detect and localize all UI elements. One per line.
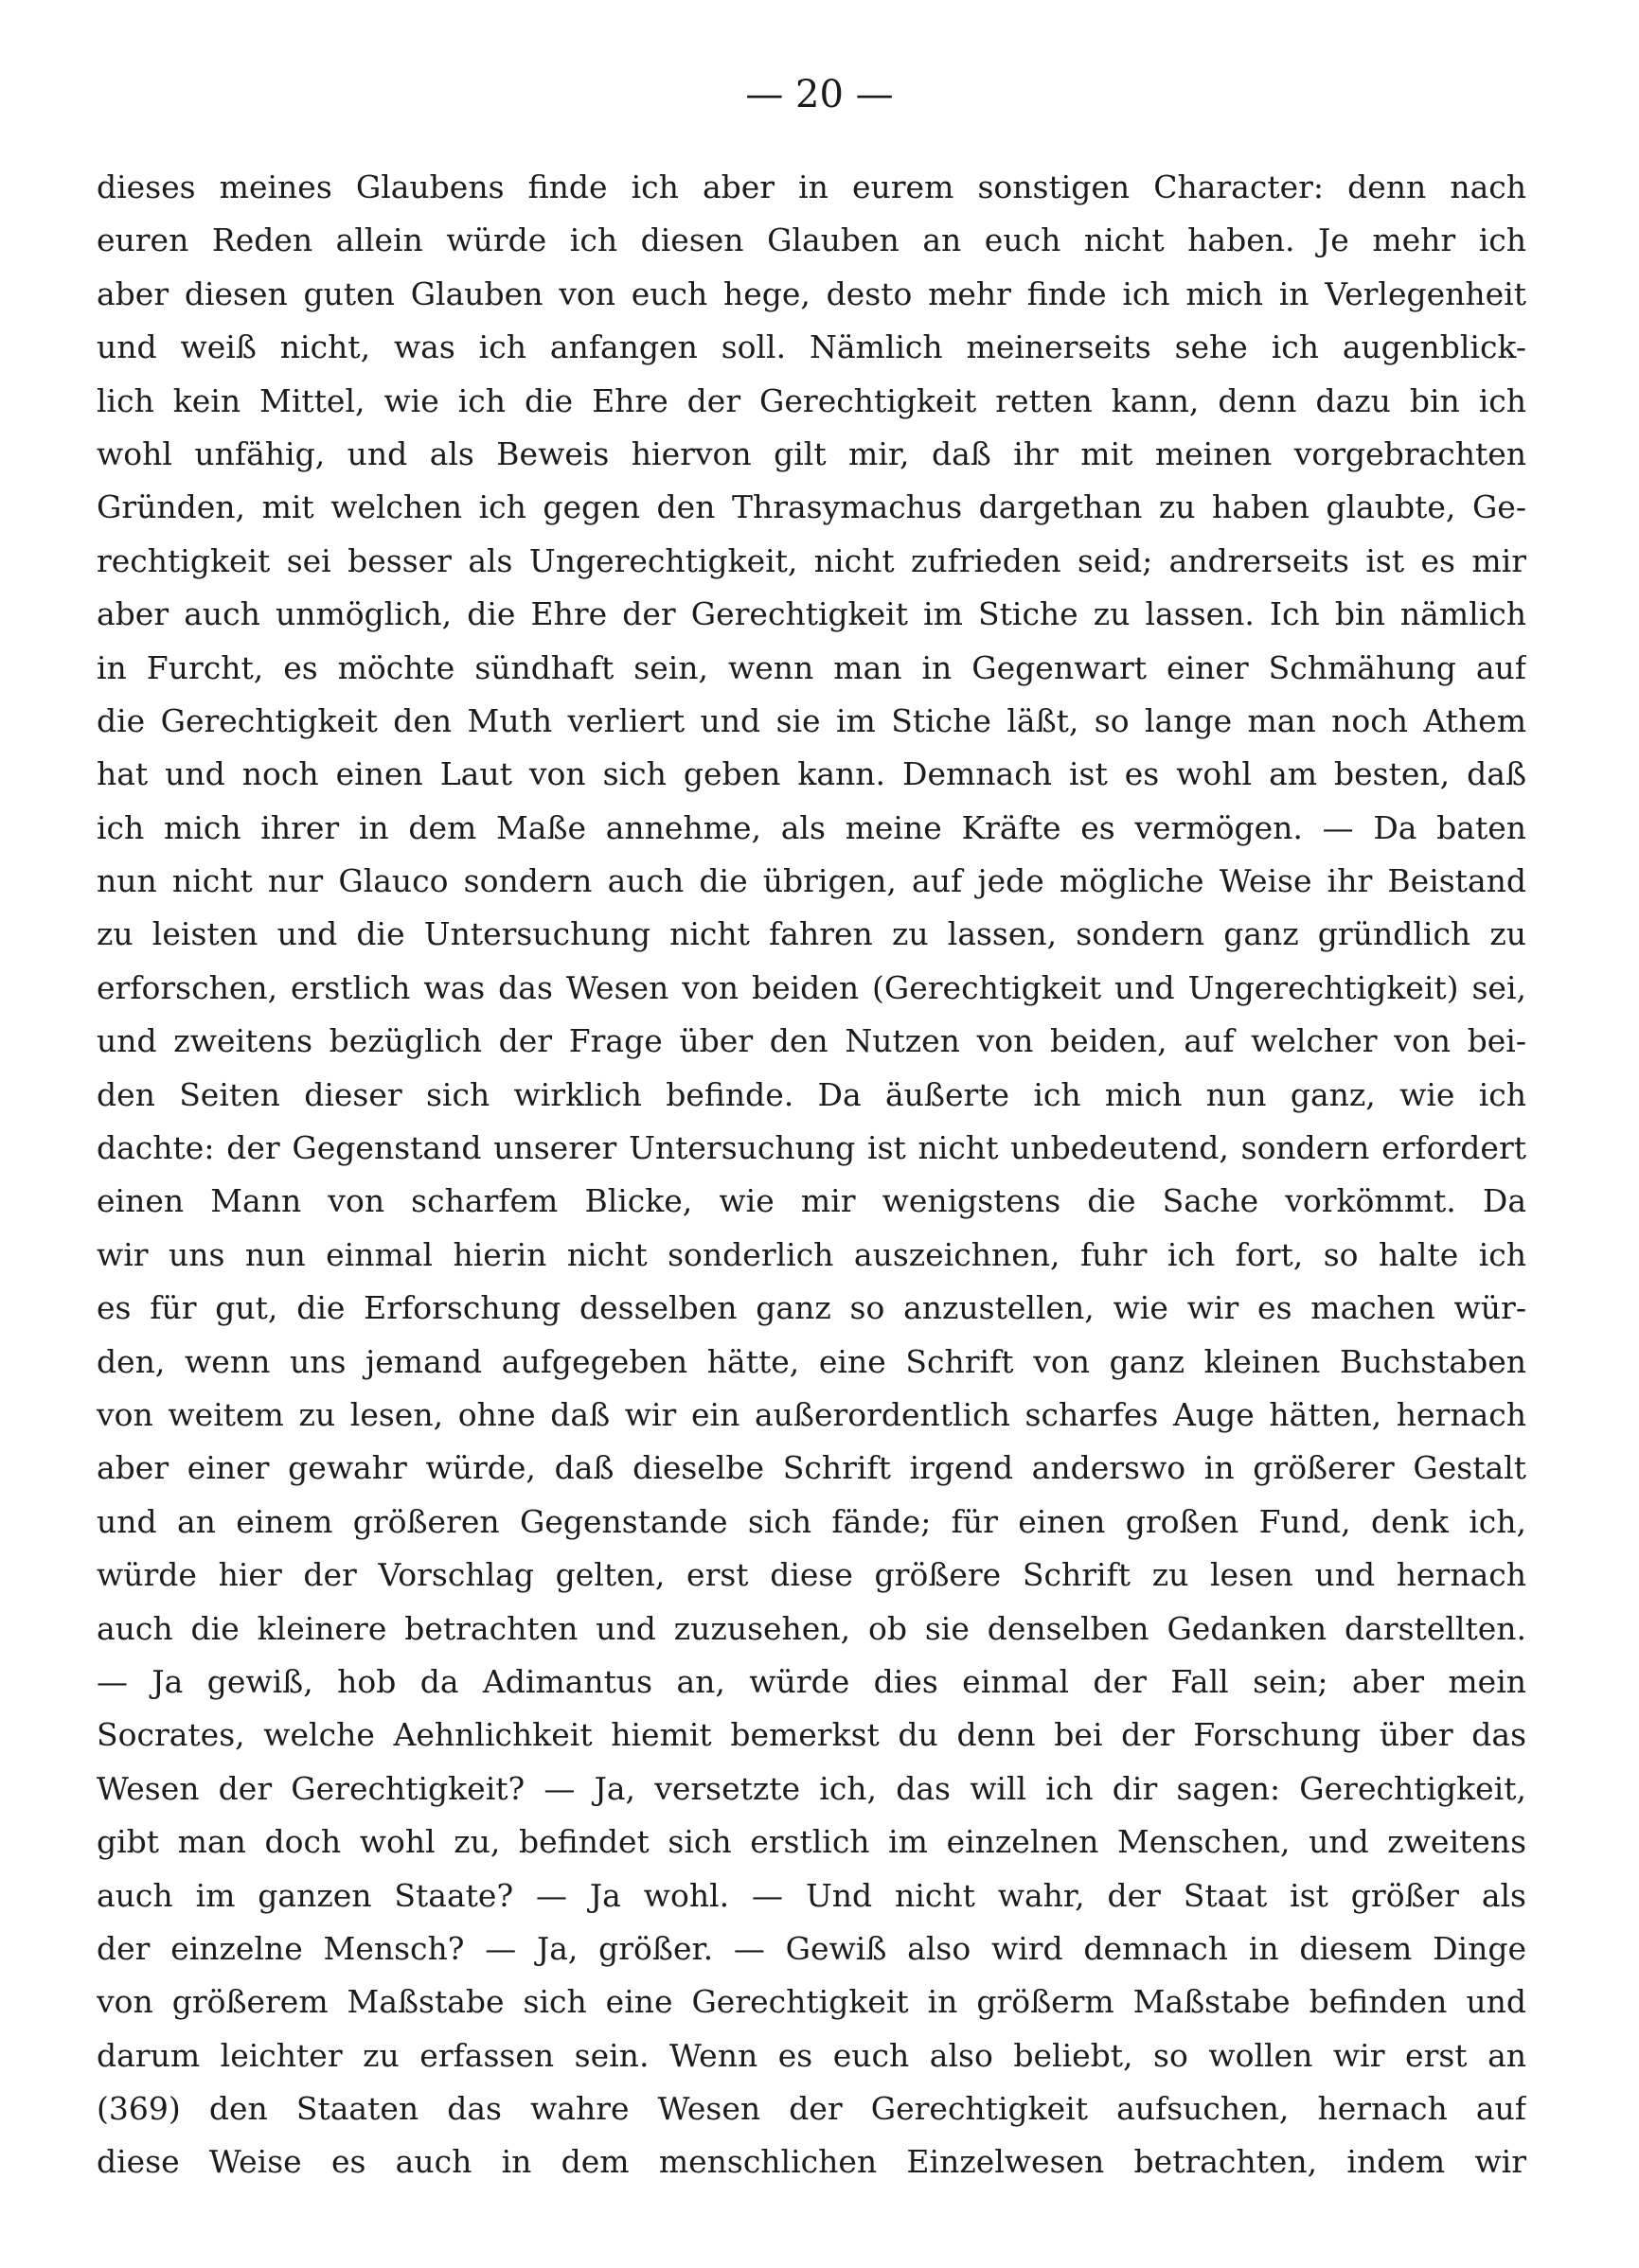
text-line: lich kein Mittel, wie ich die Ehre der Gerechtigkeit retten kann, denn dazu bin ich xyxy=(97,381,1526,419)
text-line: dieses meines Glaubens finde ich aber in eurem sonstigen Character: denn nach xyxy=(97,168,1526,205)
text-line: einen Mann von scharfem Blicke, wie mir wenigstens die Sache vorkömmt. Da xyxy=(97,1182,1526,1220)
text-line: in Furcht, es möchte sündhaft sein, wenn man in Gegenwart einer Schmähung auf xyxy=(97,648,1526,686)
text-line: rechtigkeit sei besser als Ungerechtigkeit, nicht zufrieden seid; andrerseits ist es mir xyxy=(97,541,1526,579)
text-line: Gründen, mit welchen ich gegen den Thrasymachus dargethan zu haben glaubte, Ge- xyxy=(97,488,1526,526)
text-line: würde hier der Vorschlag gelten, erst diese größere Schrift zu lesen und hernach xyxy=(97,1556,1526,1594)
text-line: aber einer gewahr würde, daß dieselbe Schrift irgend anderswo in größerer Gestalt xyxy=(97,1449,1526,1487)
text-line: und weiß nicht, was ich anfangen soll. Nämlich meinerseits sehe ich augenblick- xyxy=(97,328,1526,366)
text-line: zu leisten und die Untersuchung nicht fahren zu lassen, sondern ganz gründlich zu xyxy=(97,915,1526,953)
text-line: auch im ganzen Staate? — Ja wohl. — Und nicht wahr, der Staat ist größer als xyxy=(97,1876,1526,1914)
text-line: gibt man doch wohl zu, befindet sich erstlich im einzelnen Menschen, und zweitens xyxy=(97,1823,1526,1861)
text-line: von größerem Maßstabe sich eine Gerechtigkeit in größerm Maßstabe befinden und xyxy=(97,1983,1526,2021)
text-line: ich mich ihrer in dem Maße annehme, als meine Kräfte es vermögen. — Da baten xyxy=(97,808,1526,846)
text-line: und zweitens bezüglich der Frage über den Nutzen von beiden, auf welcher von bei- xyxy=(97,1022,1526,1060)
page-number: — 20 — xyxy=(745,73,894,116)
text-line: nun nicht nur Glauco sondern auch die übrigen, auf jede mögliche Weise ihr Beistand xyxy=(97,862,1526,900)
text-line: diese Weise es auch in dem menschlichen Einzelwesen betrachten, indem wir xyxy=(97,2143,1526,2181)
text-line: (369) den Staaten das wahre Wesen der Gerechtigkeit aufsuchen, hernach auf xyxy=(97,2090,1526,2128)
text-line: aber auch unmöglich, die Ehre der Gerechtigkeit im Stiche zu lassen. Ich bin nämlich xyxy=(97,595,1526,633)
text-line: euren Reden allein würde ich diesen Glauben an euch nicht haben. Je mehr ich xyxy=(97,221,1526,259)
text-line: auch die kleinere betrachten und zuzusehen, ob sie denselben Gedanken darstellten. xyxy=(97,1609,1526,1647)
text-line: und an einem größeren Gegenstande sich fände; für einen großen Fund, denk ich, xyxy=(97,1502,1526,1540)
text-line: erforschen, erstlich was das Wesen von beiden (Gerechtigkeit und Ungerechtigkeit) sei, xyxy=(97,968,1526,1006)
text-line: dachte: der Gegenstand unserer Untersuchung ist nicht unbedeutend, sondern erfordert xyxy=(97,1129,1526,1167)
text-line: darum leichter zu erfassen sein. Wenn es euch also beliebt, so wollen wir erst an xyxy=(97,2036,1526,2074)
text-line: es für gut, die Erforschung desselben ganz so anzustellen, wie wir es machen wür- xyxy=(97,1289,1526,1327)
text-line: der einzelne Mensch? — Ja, größer. — Gewiß also wird demnach in diesem Dinge xyxy=(97,1929,1526,1967)
text-line: den Seiten dieser sich wirklich befinde. Da äußerte ich mich nun ganz, wie ich xyxy=(97,1075,1526,1113)
text-line: den, wenn uns jemand aufgegeben hätte, eine Schrift von ganz kleinen Buchstaben xyxy=(97,1342,1526,1380)
text-line: wir uns nun einmal hierin nicht sonderlich auszeichnen, fuhr ich fort, so halte ich xyxy=(97,1235,1526,1273)
text-line: Wesen der Gerechtigkeit? — Ja, versetzte ich, das will ich dir sagen: Gerechtigkeit, xyxy=(97,1769,1526,1807)
text-line: von weitem zu lesen, ohne daß wir ein außerordentlich scharfes Auge hätten, hernach xyxy=(97,1395,1526,1433)
body-text xyxy=(97,161,1526,2189)
text-line: aber diesen guten Glauben von euch hege, desto mehr finde ich mich in Verlegenheit xyxy=(97,275,1526,312)
text-line: Socrates, welche Aehnlichkeit hiemit bemerkst du denn bei der Forschung über das xyxy=(97,1716,1526,1754)
text-line: die Gerechtigkeit den Muth verliert und sie im Stiche läßt, so lange man noch Athem xyxy=(97,701,1526,739)
text-line: wohl unfähig, und als Beweis hiervon gilt mir, daß ihr mit meinen vorgebrachten xyxy=(97,434,1526,472)
text-line: hat und noch einen Laut von sich geben kann. Demnach ist es wohl am besten, daß xyxy=(97,755,1526,793)
text-line: — Ja gewiß, hob da Adimantus an, würde dies einmal der Fall sein; aber mein xyxy=(97,1662,1526,1700)
